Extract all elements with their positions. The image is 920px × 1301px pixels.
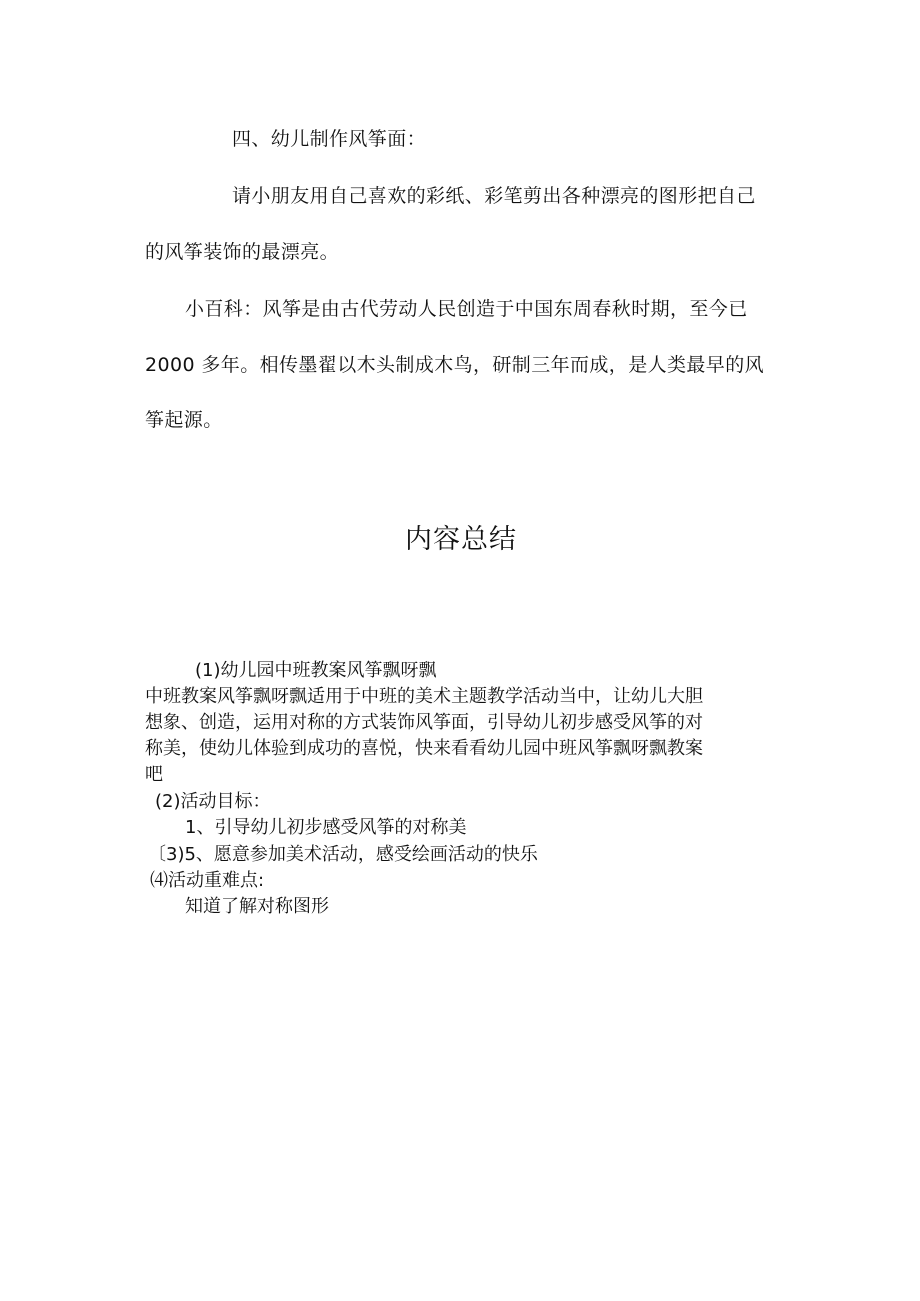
key-point: 知道了解对称图形 bbox=[185, 896, 329, 917]
summary-paragraph-line: 吧 bbox=[145, 764, 163, 785]
summary-paragraph-line: 称美，使幼儿体验到成功的喜悦，快来看看幼儿园中班风筝飘呀飘教案 bbox=[145, 738, 703, 759]
summary-item: ⑷活动重难点: bbox=[150, 870, 265, 891]
summary-item: (2)活动目标： bbox=[155, 791, 271, 812]
summary-item: (1)幼儿园中班教案风筝飘呀飘 bbox=[195, 660, 437, 681]
goal-item: 1、引导幼儿初步感受风筝的对称美 bbox=[185, 817, 467, 838]
summary-item: 〔3)5、愿意参加美术活动，感受绘画活动的快乐 bbox=[148, 844, 538, 865]
trivia-line: 筝起源。 bbox=[145, 409, 223, 431]
instruction-line: 的风筝装饰的最漂亮。 bbox=[145, 241, 340, 263]
summary-title: 内容总结 bbox=[405, 524, 517, 555]
summary-paragraph-line: 想象、创造，运用对称的方式装饰风筝面，引导幼儿初步感受风筝的对 bbox=[145, 712, 703, 733]
summary-paragraph-line: 中班教案风筝飘呀飘适用于中班的美术主题教学活动当中，让幼儿大胆 bbox=[145, 686, 703, 707]
instruction-line: 请小朋友用自己喜欢的彩纸、彩笔剪出各种漂亮的图形把自己 bbox=[232, 185, 756, 207]
trivia-line: 小百科：风筝是由古代劳动人民创造于中国东周春秋时期，至今已 bbox=[185, 298, 748, 320]
trivia-line: 2000 多年。相传墨翟以木头制成木鸟，研制三年而成，是人类最早的风 bbox=[145, 354, 764, 376]
section-heading: 四、幼儿制作风筝面： bbox=[232, 128, 427, 150]
